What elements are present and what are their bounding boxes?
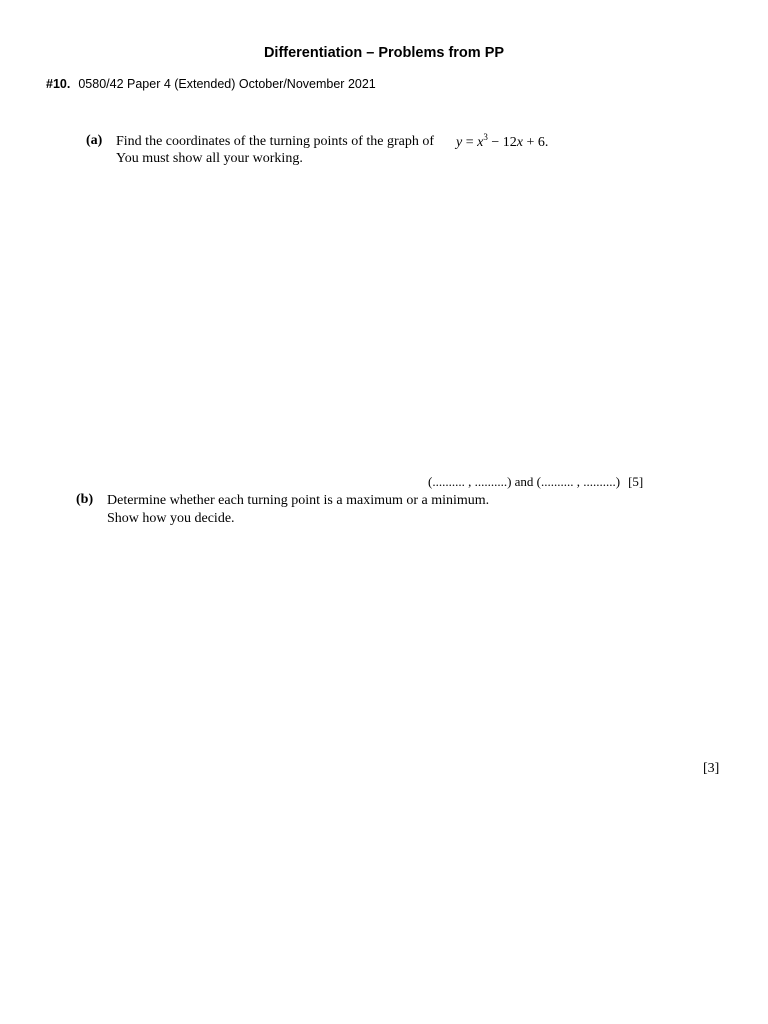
part-a-question-line1: Find the coordinates of the turning points of the graph of: [116, 134, 435, 149]
equation-base: x: [477, 135, 484, 150]
page-title: Differentiation – Problems from PP: [263, 45, 505, 61]
part-a-question-line2: You must show all your working.: [116, 151, 303, 166]
equation-lhs: y: [456, 135, 463, 150]
problem-number: #10.: [46, 77, 71, 91]
problem-reference: [46, 77, 376, 91]
answer-placeholder: (.......... , ..........) and (.......... , ..........): [428, 474, 621, 489]
part-a-answer-line: [428, 474, 643, 490]
part-a-label: (a): [86, 133, 103, 148]
equation-variable: x: [516, 135, 523, 150]
equation-coefficient: − 12: [487, 135, 517, 150]
paper-reference: 0580/42 Paper 4 (Extended) October/November 2021: [78, 77, 376, 91]
equation-equals: =: [462, 135, 478, 150]
equation: [456, 132, 548, 151]
part-a-marks: [5]: [628, 474, 644, 489]
part-b-question-line2: Show how you decide.: [107, 511, 235, 526]
part-b-marks: [3]: [703, 761, 720, 776]
part-b-label: (b): [76, 492, 94, 507]
equation-exponent: 3: [483, 132, 488, 142]
equation-constant: + 6.: [522, 135, 549, 150]
part-b-question-line1: Determine whether each turning point is a maximum or a minimum.: [107, 493, 490, 508]
